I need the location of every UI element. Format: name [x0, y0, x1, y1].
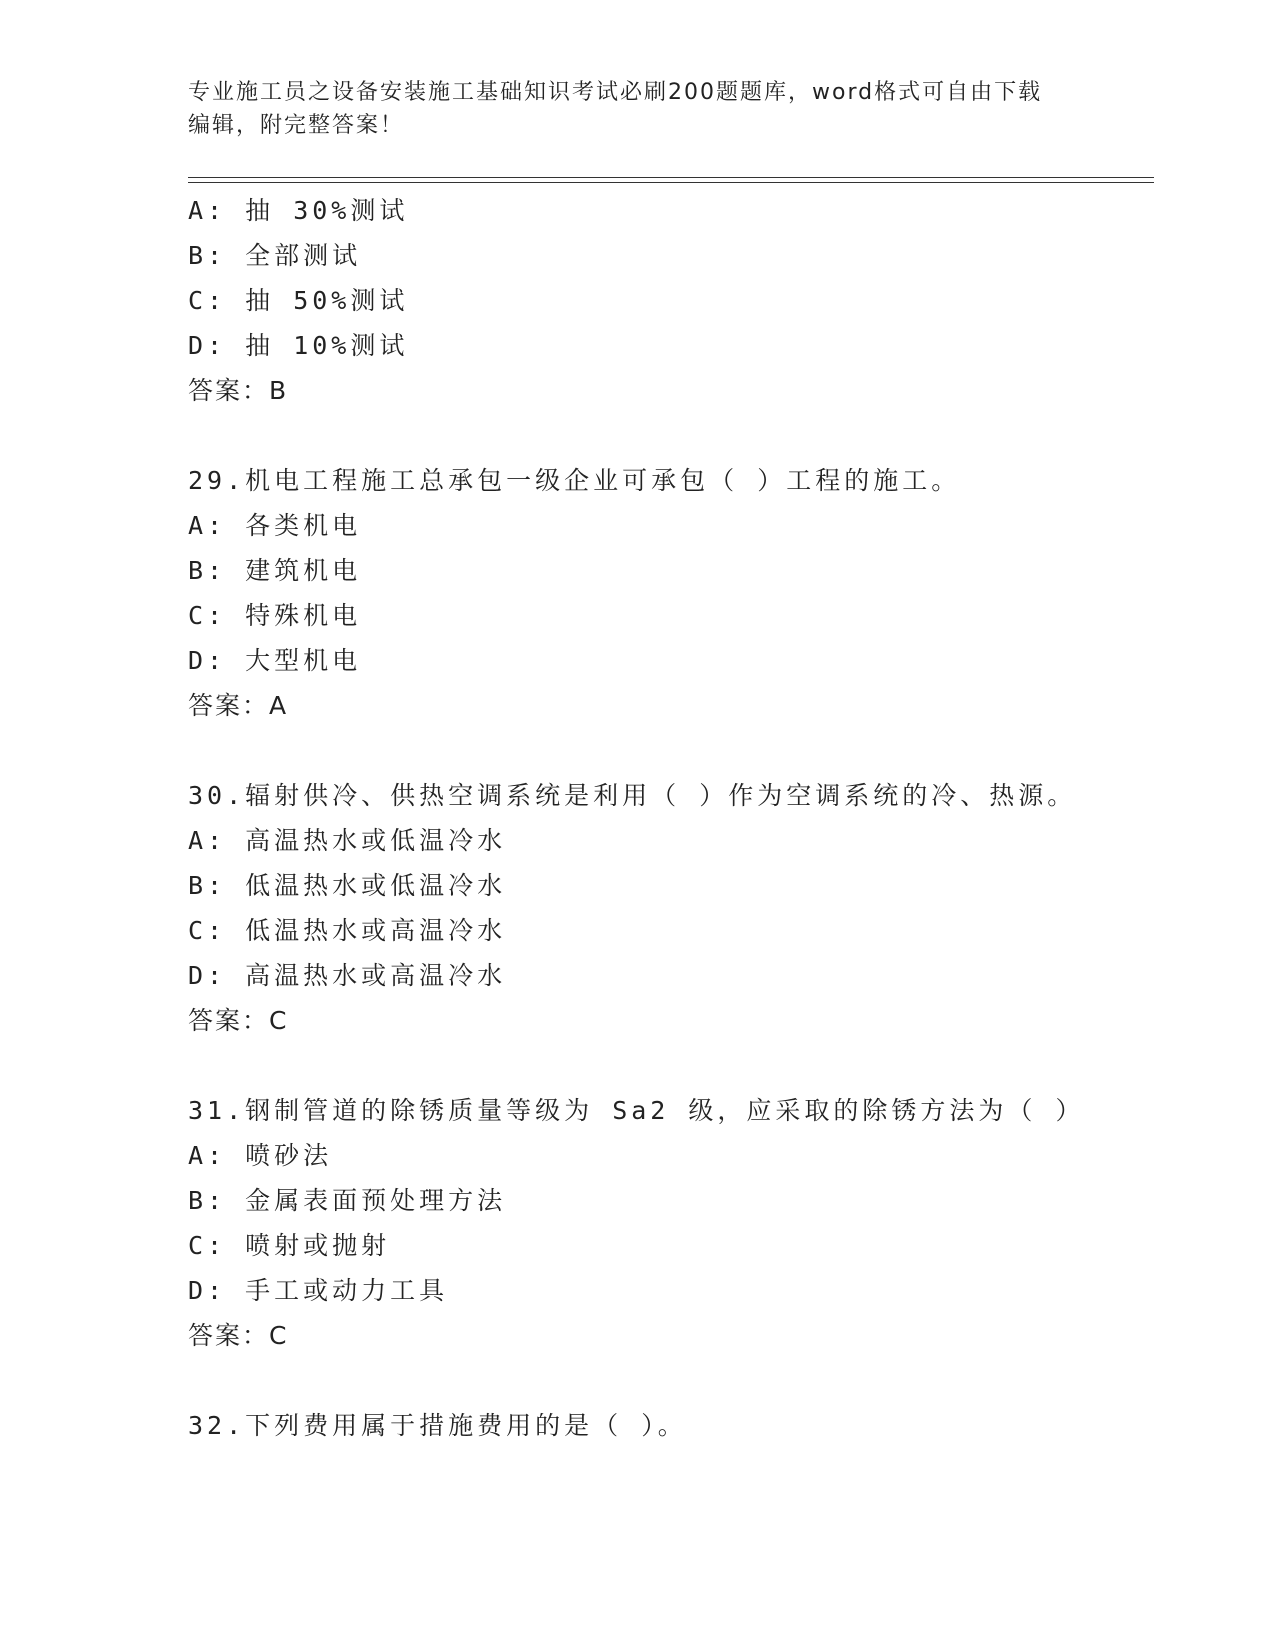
answer-line: 答案：A [188, 691, 289, 720]
option-d: D: 手工或动力工具 [188, 1276, 449, 1305]
answer-line: 答案：C [188, 1321, 289, 1350]
option-b: B: 金属表面预处理方法 [188, 1186, 507, 1215]
option-a: A: 各类机电 [188, 511, 362, 540]
option-d: D: 大型机电 [188, 646, 362, 675]
option-b: B: 建筑机电 [188, 556, 362, 585]
option-b: B: 全部测试 [188, 241, 362, 270]
option-d: D: 高温热水或高温冷水 [188, 961, 507, 990]
question-29: 29.机电工程施工总承包一级企业可承包（ ）工程的施工。 [188, 466, 961, 495]
option-a: A: 抽 30%测试 [188, 196, 409, 225]
answer-line: 答案：C [188, 1006, 289, 1035]
header-divider-bottom [188, 182, 1154, 183]
question-31: 31.钢制管道的除锈质量等级为 Sa2 级，应采取的除锈方法为（ ） [188, 1096, 1085, 1125]
option-c: C: 特殊机电 [188, 601, 362, 630]
question-32: 32.下列费用属于措施费用的是（ ）。 [188, 1411, 687, 1440]
header-divider-top [188, 177, 1154, 178]
option-d: D: 抽 10%测试 [188, 331, 409, 360]
option-b: B: 低温热水或低温冷水 [188, 871, 507, 900]
option-c: C: 喷射或抛射 [188, 1231, 391, 1260]
option-c: C: 低温热水或高温冷水 [188, 916, 507, 945]
question-30: 30.辐射供冷、供热空调系统是利用（ ）作为空调系统的冷、热源。 [188, 781, 1077, 810]
option-a: A: 高温热水或低温冷水 [188, 826, 507, 855]
option-a: A: 喷砂法 [188, 1141, 333, 1170]
option-c: C: 抽 50%测试 [188, 286, 409, 315]
document-header [188, 76, 1068, 142]
header-line-2: 编辑，附完整答案！ [188, 113, 405, 138]
answer-line: 答案：B [188, 376, 289, 405]
header-line-1: 专业施工员之设备安装施工基础知识考试必刷200题题库，word格式可自由下载 [188, 80, 1043, 105]
